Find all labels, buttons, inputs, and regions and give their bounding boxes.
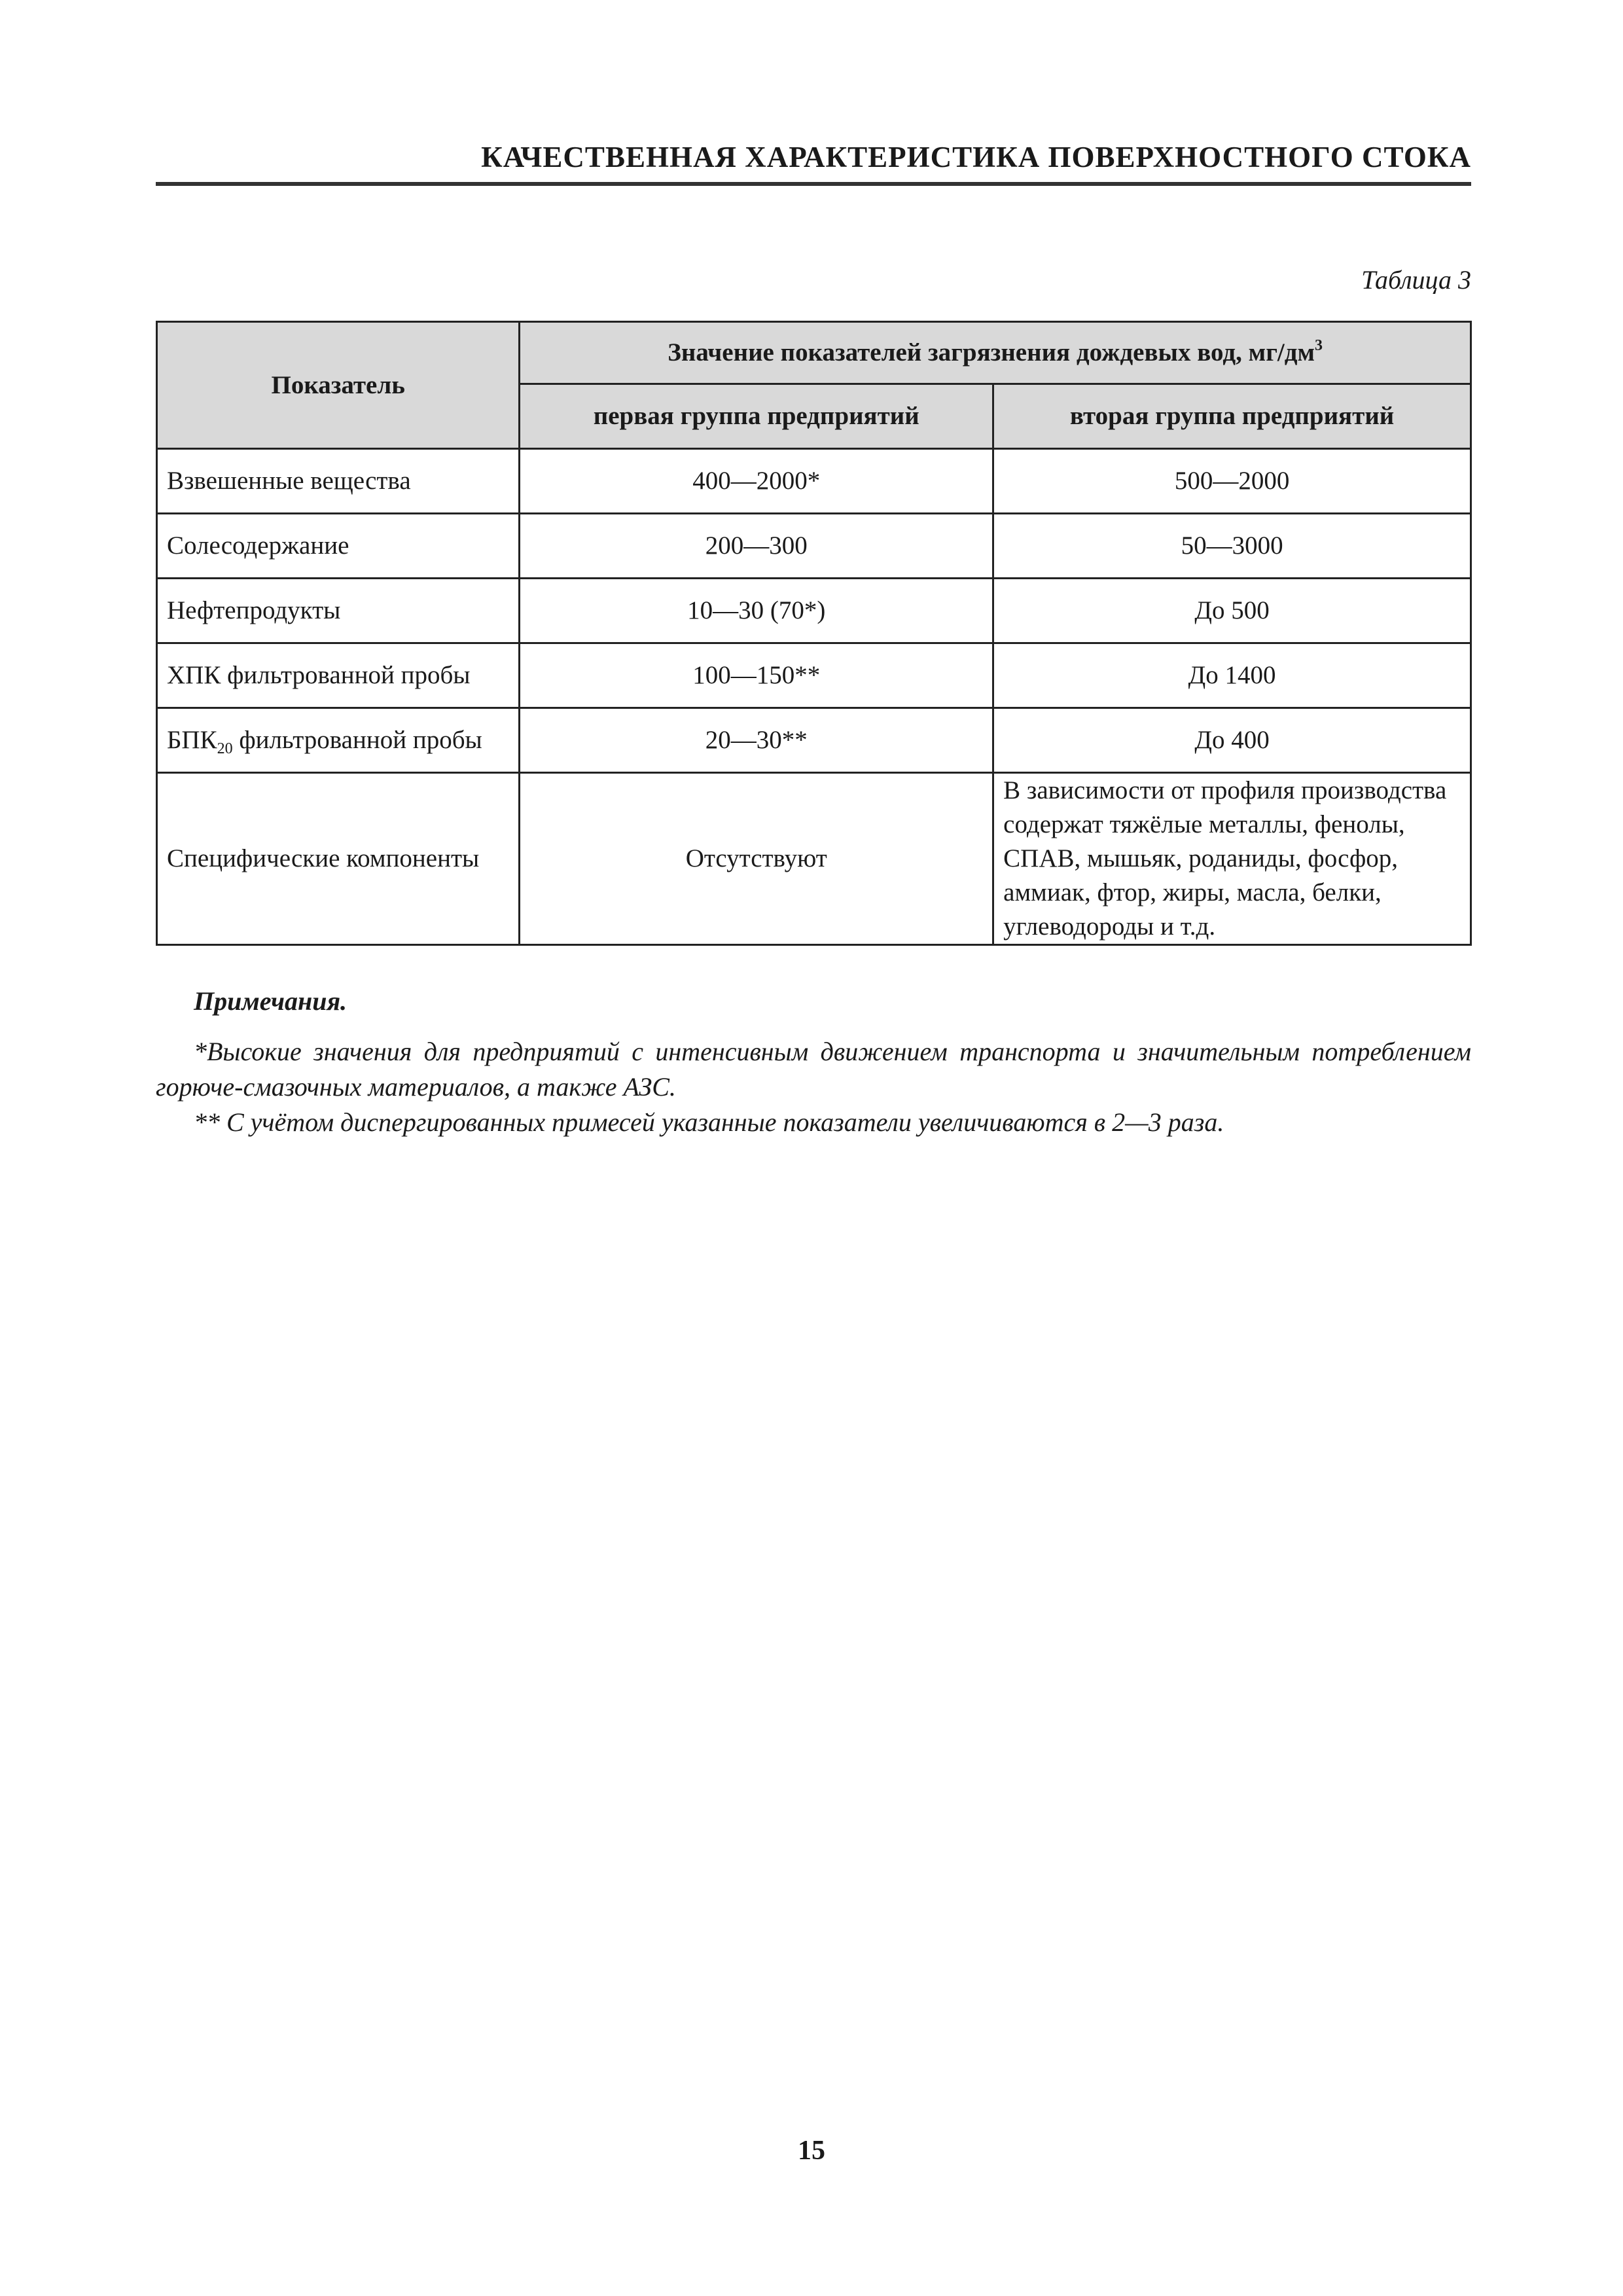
column-header-indicator: Показатель bbox=[157, 322, 520, 449]
column-group-header bbox=[520, 322, 1471, 384]
column-header-second-group: вторая группа предприятий bbox=[993, 384, 1471, 449]
first-group-value: 200—300 bbox=[520, 514, 993, 579]
table-row bbox=[157, 449, 1471, 514]
table-row bbox=[157, 773, 1471, 945]
notes-title: Примечания. bbox=[194, 986, 348, 1016]
table-caption: Таблица 3 bbox=[1361, 265, 1471, 295]
second-group-value: 500—2000 bbox=[993, 449, 1471, 514]
table-row bbox=[157, 514, 1471, 579]
second-group-value: До 400 bbox=[993, 708, 1471, 773]
indicator-name: Взвешенные вещества bbox=[157, 449, 520, 514]
first-group-value: 400—2000* bbox=[520, 449, 993, 514]
first-group-value: 20—30** bbox=[520, 708, 993, 773]
note-1: *Высокие значения для предприятий с интенсивным движением транспорта и значительным потреблением горюче-смазочных материалов, а также АЗС. bbox=[156, 1037, 1471, 1102]
indicator-name: Специфические компоненты bbox=[157, 773, 520, 945]
first-group-value: 100—150** bbox=[520, 643, 993, 708]
column-header-first-group: первая группа предприятий bbox=[520, 384, 993, 449]
indicator-name: Нефтепродукты bbox=[157, 579, 520, 643]
page-number: 15 bbox=[798, 2136, 825, 2166]
table-row bbox=[157, 708, 1471, 773]
indicator-name: ХПК фильтрованной пробы bbox=[157, 643, 520, 708]
indicator-name-subscript: 20 bbox=[217, 740, 233, 757]
note-2: ** С учётом диспергированных примесей указанные показатели увеличиваются в 2—3 раза. bbox=[194, 1107, 1224, 1137]
second-group-value: В зависимости от профиля производства содержат тяжёлые металлы, фенолы, СПАВ, мышьяк, роданиды, фосфор, аммиак, фтор, жиры, масла, белки, углеводороды и т.д. bbox=[993, 773, 1471, 945]
pollution-table bbox=[156, 321, 1472, 946]
second-group-value: До 1400 bbox=[993, 643, 1471, 708]
second-group-value: До 500 bbox=[993, 579, 1471, 643]
indicator-name: Солесодержание bbox=[157, 514, 520, 579]
indicator-name bbox=[157, 708, 520, 773]
first-group-value: Отсутствуют bbox=[520, 773, 993, 945]
header-rule bbox=[156, 182, 1471, 186]
indicator-name-suffix: фильтрованной пробы bbox=[232, 726, 482, 754]
running-header: КАЧЕСТВЕННАЯ ХАРАКТЕРИСТИКА ПОВЕРХНОСТНОГО СТОКА bbox=[481, 141, 1471, 173]
first-group-value: 10—30 (70*) bbox=[520, 579, 993, 643]
table-row bbox=[157, 643, 1471, 708]
column-group-title: Значение показателей загрязнения дождевых вод, мг/дм bbox=[668, 338, 1315, 367]
notes-block bbox=[156, 1034, 1471, 1140]
indicator-name-prefix: БПК bbox=[167, 726, 217, 754]
unit-superscript: 3 bbox=[1315, 337, 1323, 354]
second-group-value: 50—3000 bbox=[993, 514, 1471, 579]
table-row bbox=[157, 579, 1471, 643]
